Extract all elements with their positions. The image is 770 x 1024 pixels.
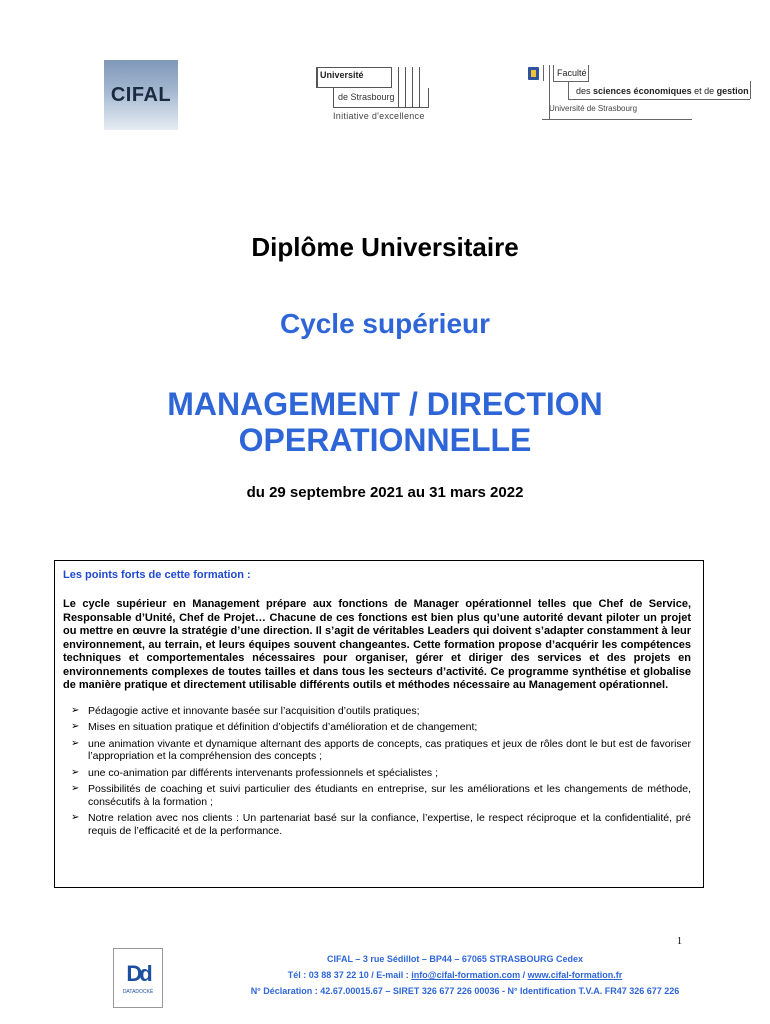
strengths-intro: Le cycle supérieur en Management prépare aux fonctions de Manager opérationnel telles que Chef de Service, Responsable d’Unité, Chef de Projet… Chacune de ces fonctions est bien plus qu’une autorité devant piloter un projet ou mettre en œuvre la stratégie d’une direction. Il s’agit de véritables Leaders qui doivent s’adapter constamment à leur environnement, au terrain, et leurs équipes souvent changeantes. Cette formation propose d’acquérir les compétences techniques et comportementales nécessaires pour organiser, gérer et diriger des services et des projets en environnements complexes de toutes tailles et dans tous les secteurs d’activité. Ce programme synthétise et globalise de manière pratique et directement utilisable différents outils et méthodes nécessaire au Management opérationnel. xyxy=(63,598,691,691)
cycle-title: Cycle supérieur xyxy=(279,308,491,339)
unistra-line1: Université xyxy=(320,70,364,80)
unistra-tagline: Initiative d'excellence xyxy=(333,111,425,121)
email-link[interactable]: info@cifal-formation.com xyxy=(411,970,521,980)
strength-item xyxy=(71,705,691,718)
faculte-line1: Faculté xyxy=(557,68,587,78)
cifal-logo-text: CIFAL xyxy=(110,83,172,106)
datadock-logo-mark: Dd xyxy=(126,961,150,986)
strength-item xyxy=(71,738,691,763)
footer-registration: N° Déclaration : 42.67.00015.67 – SIRET 326 677 226 00036 - N° Identification T.V.A. FR47 326 677 226 xyxy=(250,986,680,996)
strength-item-text: Notre relation avec nos clients : Un partenariat basé sur la confiance, l’expertise, le respect réciproque et la confidentialité, pré requis de l’efficacité et de la performance. xyxy=(88,812,691,837)
cifal-logo xyxy=(104,60,178,130)
strengths-heading: Les points forts de cette formation : xyxy=(63,569,251,581)
program-dates: du 29 septembre 2021 au 31 mars 2022 xyxy=(246,484,524,501)
diploma-title: Diplôme Universitaire xyxy=(251,232,519,262)
bullet-arrow-icon: ➢ xyxy=(71,721,80,732)
bullet-arrow-icon: ➢ xyxy=(71,812,80,823)
strength-item-text: Possibilités de coaching et suivi particulier des étudiants en entreprise, sur les améliorations et les changements de méthode, consécutifs à la formation ; xyxy=(88,783,691,808)
datadock-logo-sub: DATADOCKÉ xyxy=(122,989,154,995)
strength-item xyxy=(71,721,691,734)
unistra-line2: de Strasbourg xyxy=(338,92,395,102)
footer-address: CIFAL – 3 rue Sédillot – BP44 – 67065 STRASBOURG Cedex xyxy=(327,954,583,964)
strength-item-text: Pédagogie active et innovante basée sur l’acquisition d’outils pratiques; xyxy=(88,704,420,717)
website-link[interactable]: www.cifal-formation.fr xyxy=(527,970,623,980)
bullet-arrow-icon: ➢ xyxy=(71,737,80,749)
faculte-emblem-icon xyxy=(528,67,539,80)
bullet-arrow-icon: ➢ xyxy=(71,783,80,794)
strength-item-text: une animation vivante et dynamique alternant des apports de concepts, cas pratiques et jeux de rôles dont le but est de favoriser l’appropriation et la compréhension des concepts ; xyxy=(88,737,691,762)
strength-item-text: Mises en situation pratique et définition d’objectifs d’amélioration et de changement; xyxy=(88,721,478,733)
strength-item xyxy=(71,812,691,837)
program-title-line1: MANAGEMENT / DIRECTION xyxy=(167,386,603,422)
strength-item xyxy=(71,783,691,808)
footer-contact: Tél : 03 88 37 22 10 / E-mail : info@cifal-formation.com / www.cifal-formation.fr xyxy=(287,970,623,980)
page-number: 1 xyxy=(677,936,682,947)
faculte-line3: Université de Strasbourg xyxy=(549,104,638,113)
strengths-box xyxy=(54,560,704,888)
faculte-line2: des sciences économiques et de gestion xyxy=(576,86,749,96)
bullet-arrow-icon: ➢ xyxy=(71,766,80,778)
strengths-list xyxy=(63,705,695,838)
strength-item-text: une co-animation par différents intervenants professionnels et spécialistes ; xyxy=(88,766,439,779)
program-title xyxy=(0,386,770,458)
faculte-logo xyxy=(528,65,753,123)
strength-item xyxy=(71,767,691,780)
unistra-logo xyxy=(316,67,446,127)
program-title-line2: OPERATIONNELLE xyxy=(238,422,532,458)
bullet-arrow-icon: ➢ xyxy=(71,704,80,716)
